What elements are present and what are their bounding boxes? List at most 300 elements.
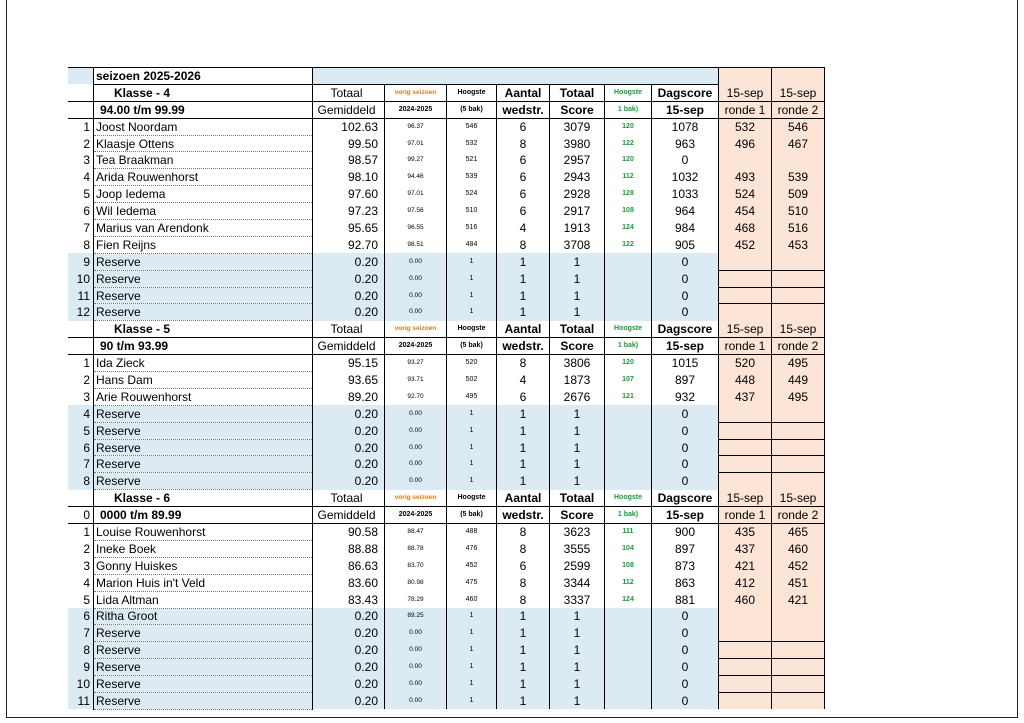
reserve-row — [68, 473, 825, 490]
player-hoogste: 1 — [447, 642, 497, 659]
row-number: 5 — [68, 186, 94, 203]
player-ronde2 — [772, 304, 825, 321]
player-totaal-score: 3980 — [550, 135, 605, 152]
player-dagscore: 897 — [652, 372, 719, 389]
header-gemiddeld: Gemiddeld — [313, 507, 385, 524]
player-ronde2: 452 — [772, 557, 825, 574]
class-range-prefix — [68, 101, 94, 118]
player-dagscore: 0 — [652, 152, 719, 169]
player-dagscore: 932 — [652, 388, 719, 405]
player-vorig-seizoen: 0.00 — [385, 270, 447, 287]
player-dagscore: 984 — [652, 220, 719, 237]
row-number: 1 — [68, 524, 94, 541]
player-hoogste: 520 — [447, 355, 497, 372]
player-aantal: 1 — [497, 253, 550, 270]
player-hoogste: 1 — [447, 676, 497, 693]
player-totaal: 86.63 — [313, 557, 385, 574]
player-row — [68, 135, 825, 152]
player-totaal: 98.10 — [313, 169, 385, 186]
player-ronde1 — [719, 473, 772, 490]
player-name: Reserve — [94, 676, 313, 693]
header-score: Score — [550, 507, 605, 524]
row-number: 5 — [68, 422, 94, 439]
player-vorig-seizoen: 0.00 — [385, 253, 447, 270]
player-hoogste-bak: 111 — [605, 524, 652, 541]
player-hoogste-bak — [605, 676, 652, 693]
player-totaal: 0.20 — [313, 692, 385, 709]
player-totaal-score: 1 — [550, 287, 605, 304]
player-row — [68, 540, 825, 557]
header-r2-date: 15-sep — [772, 490, 825, 507]
player-aantal: 1 — [497, 439, 550, 456]
player-totaal: 89.20 — [313, 388, 385, 405]
player-totaal: 0.20 — [313, 422, 385, 439]
row-number: 2 — [68, 540, 94, 557]
player-totaal-score: 3079 — [550, 118, 605, 135]
player-hoogste: 1 — [447, 405, 497, 422]
row-number: 1 — [68, 355, 94, 372]
player-hoogste-bak: 124 — [605, 220, 652, 237]
player-vorig-seizoen: 0.00 — [385, 405, 447, 422]
player-totaal: 0.20 — [313, 287, 385, 304]
player-aantal: 6 — [497, 388, 550, 405]
player-hoogste-bak — [605, 456, 652, 473]
player-aantal: 1 — [497, 422, 550, 439]
row-number: 2 — [68, 135, 94, 152]
player-ronde1 — [719, 642, 772, 659]
player-vorig-seizoen: 0.00 — [385, 676, 447, 693]
player-ronde2: 495 — [772, 388, 825, 405]
header-season-prev: 2024-2025 — [385, 507, 447, 524]
player-totaal: 90.58 — [313, 524, 385, 541]
row-number: 12 — [68, 304, 94, 321]
class-range-prefix — [68, 338, 94, 355]
header-aantal: Aantal — [497, 84, 550, 101]
player-hoogste: 532 — [447, 135, 497, 152]
header-wedstr: wedstr. — [497, 101, 550, 118]
player-vorig-seizoen: 99.27 — [385, 152, 447, 169]
player-dagscore: 964 — [652, 203, 719, 220]
player-hoogste-bak: 122 — [605, 135, 652, 152]
player-totaal: 88.88 — [313, 540, 385, 557]
player-hoogste-bak — [605, 405, 652, 422]
header-r2-date: 15-sep — [772, 321, 825, 338]
header-score: Score — [550, 101, 605, 118]
player-aantal: 1 — [497, 692, 550, 709]
player-vorig-seizoen: 97.01 — [385, 186, 447, 203]
player-ronde2 — [772, 676, 825, 693]
player-name: Marius van Arendonk — [94, 220, 313, 237]
season-row — [68, 68, 825, 85]
player-hoogste-bak: 122 — [605, 236, 652, 253]
player-totaal: 83.43 — [313, 591, 385, 608]
player-hoogste: 1 — [447, 439, 497, 456]
player-hoogste: 475 — [447, 574, 497, 591]
player-dagscore: 0 — [652, 456, 719, 473]
header-r1-date: 15-sep — [719, 490, 772, 507]
player-aantal: 6 — [497, 152, 550, 169]
player-name: Ritha Groot — [94, 608, 313, 625]
player-dagscore: 900 — [652, 524, 719, 541]
player-totaal: 0.20 — [313, 608, 385, 625]
player-ronde2: 539 — [772, 169, 825, 186]
player-totaal-score: 2676 — [550, 388, 605, 405]
player-hoogste: 1 — [447, 625, 497, 642]
player-vorig-seizoen: 0.00 — [385, 422, 447, 439]
player-totaal: 0.20 — [313, 304, 385, 321]
player-ronde2 — [772, 456, 825, 473]
player-totaal-score: 1 — [550, 405, 605, 422]
reserve-row — [68, 692, 825, 709]
player-ronde2 — [772, 642, 825, 659]
reserve-row — [68, 659, 825, 676]
player-totaal-score: 1 — [550, 456, 605, 473]
row-number: 4 — [68, 574, 94, 591]
class-range: 0000 t/m 89.99 — [94, 507, 313, 524]
player-ronde2 — [772, 270, 825, 287]
header-one-bak: 1 bak) — [605, 101, 652, 118]
header-one-bak: 1 bak) — [605, 507, 652, 524]
header-totaal-score: Totaal — [550, 84, 605, 101]
player-row — [68, 220, 825, 237]
class-range: 90 t/m 93.99 — [94, 338, 313, 355]
player-dagscore: 0 — [652, 608, 719, 625]
player-name: Reserve — [94, 642, 313, 659]
player-row — [68, 591, 825, 608]
player-vorig-seizoen: 0.00 — [385, 642, 447, 659]
row-number: 6 — [68, 203, 94, 220]
player-ronde2 — [772, 625, 825, 642]
player-dagscore: 0 — [652, 304, 719, 321]
header-dagscore: Dagscore — [652, 321, 719, 338]
header-vorig-seizoen: vorig seizoen — [385, 84, 447, 101]
player-ronde1: 412 — [719, 574, 772, 591]
class-num-cell — [68, 84, 94, 101]
player-totaal: 93.65 — [313, 372, 385, 389]
player-totaal: 0.20 — [313, 456, 385, 473]
player-aantal: 6 — [497, 186, 550, 203]
player-hoogste-bak — [605, 304, 652, 321]
player-totaal: 97.23 — [313, 203, 385, 220]
player-dagscore: 0 — [652, 473, 719, 490]
player-ronde2: 449 — [772, 372, 825, 389]
player-vorig-seizoen: 97.56 — [385, 203, 447, 220]
player-hoogste-bak: 128 — [605, 186, 652, 203]
player-totaal: 99.50 — [313, 135, 385, 152]
player-hoogste: 452 — [447, 557, 497, 574]
player-ronde1: 496 — [719, 135, 772, 152]
season-filler — [313, 68, 719, 85]
player-vorig-seizoen: 0.00 — [385, 473, 447, 490]
header-aantal: Aantal — [497, 490, 550, 507]
player-ronde1 — [719, 456, 772, 473]
player-name: Klaasje Ottens — [94, 135, 313, 152]
header-hoogste-bak: Hoogste — [605, 490, 652, 507]
player-totaal-score: 1 — [550, 253, 605, 270]
row-number: 4 — [68, 405, 94, 422]
player-name: Arie Rouwenhorst — [94, 388, 313, 405]
player-hoogste: 1 — [447, 253, 497, 270]
header-score: Score — [550, 338, 605, 355]
class-title: Klasse - 5 — [94, 321, 313, 338]
player-aantal: 6 — [497, 203, 550, 220]
player-hoogste: 516 — [447, 220, 497, 237]
header-r2-date: 15-sep — [772, 84, 825, 101]
player-totaal-score: 3344 — [550, 574, 605, 591]
player-totaal: 0.20 — [313, 659, 385, 676]
header-totaal: Totaal — [313, 84, 385, 101]
player-dagscore: 897 — [652, 540, 719, 557]
player-totaal-score: 2957 — [550, 152, 605, 169]
player-ronde2 — [772, 692, 825, 709]
player-ronde1 — [719, 304, 772, 321]
player-ronde2 — [772, 473, 825, 490]
player-hoogste-bak: 112 — [605, 574, 652, 591]
header-gemiddeld: Gemiddeld — [313, 101, 385, 118]
player-ronde2: 509 — [772, 186, 825, 203]
player-dagscore: 0 — [652, 676, 719, 693]
header-totaal: Totaal — [313, 490, 385, 507]
class-subheader-row — [68, 101, 825, 118]
row-number: 5 — [68, 591, 94, 608]
player-hoogste-bak: 120 — [605, 355, 652, 372]
player-vorig-seizoen: 0.00 — [385, 304, 447, 321]
row-number: 7 — [68, 456, 94, 473]
player-ronde1: 524 — [719, 186, 772, 203]
player-dagscore: 0 — [652, 439, 719, 456]
player-totaal-score: 3623 — [550, 524, 605, 541]
player-aantal: 1 — [497, 676, 550, 693]
row-number: 8 — [68, 642, 94, 659]
player-name: Reserve — [94, 659, 313, 676]
player-ronde2 — [772, 152, 825, 169]
header-bak: (5 bak) — [447, 338, 497, 355]
player-aantal: 6 — [497, 169, 550, 186]
header-wedstr: wedstr. — [497, 338, 550, 355]
player-dagscore: 0 — [652, 405, 719, 422]
player-totaal: 102.63 — [313, 118, 385, 135]
player-name: Reserve — [94, 625, 313, 642]
reserve-row — [68, 676, 825, 693]
player-ronde1: 460 — [719, 591, 772, 608]
player-dagscore: 1078 — [652, 118, 719, 135]
player-ronde2: 453 — [772, 236, 825, 253]
header-ronde1: ronde 1 — [719, 338, 772, 355]
player-hoogste-bak: 104 — [605, 540, 652, 557]
player-hoogste: 1 — [447, 692, 497, 709]
header-vorig-seizoen: vorig seizoen — [385, 490, 447, 507]
player-ronde2 — [772, 422, 825, 439]
reserve-row — [68, 456, 825, 473]
player-dagscore: 0 — [652, 270, 719, 287]
player-aantal: 1 — [497, 608, 550, 625]
player-hoogste: 495 — [447, 388, 497, 405]
player-hoogste-bak: 108 — [605, 203, 652, 220]
player-totaal-score: 3806 — [550, 355, 605, 372]
header-ronde1: ronde 1 — [719, 101, 772, 118]
player-totaal: 0.20 — [313, 642, 385, 659]
player-name: Lida Altman — [94, 591, 313, 608]
row-number: 1 — [68, 118, 94, 135]
player-totaal-score: 2943 — [550, 169, 605, 186]
player-hoogste-bak — [605, 473, 652, 490]
player-totaal-score: 1 — [550, 676, 605, 693]
player-vorig-seizoen: 94.46 — [385, 169, 447, 186]
class-num-cell — [68, 490, 94, 507]
player-aantal: 8 — [497, 574, 550, 591]
player-ronde1 — [719, 270, 772, 287]
class-header-row — [68, 490, 825, 507]
player-totaal-score: 1 — [550, 270, 605, 287]
player-vorig-seizoen: 0.00 — [385, 692, 447, 709]
player-hoogste-bak: 120 — [605, 118, 652, 135]
row-number: 6 — [68, 439, 94, 456]
player-dagscore: 1032 — [652, 169, 719, 186]
class-title: Klasse - 4 — [94, 84, 313, 101]
player-vorig-seizoen: 0.00 — [385, 625, 447, 642]
player-ronde2 — [772, 253, 825, 270]
class-subheader-row — [68, 507, 825, 524]
player-name: Reserve — [94, 473, 313, 490]
class-subheader-row — [68, 338, 825, 355]
header-bak: (5 bak) — [447, 101, 497, 118]
header-dagscore: Dagscore — [652, 84, 719, 101]
player-name: Ineke Boek — [94, 540, 313, 557]
player-row — [68, 355, 825, 372]
player-name: Gonny Huiskes — [94, 557, 313, 574]
header-hoogste: Hoogste — [447, 84, 497, 101]
player-totaal-score: 1 — [550, 422, 605, 439]
player-totaal: 0.20 — [313, 625, 385, 642]
player-totaal: 92.70 — [313, 236, 385, 253]
player-hoogste-bak — [605, 659, 652, 676]
player-vorig-seizoen: 96.55 — [385, 220, 447, 237]
player-ronde2: 516 — [772, 220, 825, 237]
row-number: 9 — [68, 253, 94, 270]
player-hoogste-bak — [605, 642, 652, 659]
player-hoogste-bak: 121 — [605, 388, 652, 405]
row-number: 10 — [68, 676, 94, 693]
player-totaal-score: 2917 — [550, 203, 605, 220]
header-totaal: Totaal — [313, 321, 385, 338]
player-aantal: 8 — [497, 355, 550, 372]
player-hoogste-bak: 120 — [605, 152, 652, 169]
player-aantal: 1 — [497, 456, 550, 473]
row-number: 7 — [68, 220, 94, 237]
player-hoogste: 484 — [447, 236, 497, 253]
player-name: Reserve — [94, 405, 313, 422]
header-ronde2: ronde 2 — [772, 338, 825, 355]
player-aantal: 8 — [497, 135, 550, 152]
player-vorig-seizoen: 88.47 — [385, 524, 447, 541]
player-ronde2 — [772, 287, 825, 304]
class-range: 94.00 t/m 99.99 — [94, 101, 313, 118]
header-hoogste-bak: Hoogste — [605, 84, 652, 101]
header-dagscore: Dagscore — [652, 490, 719, 507]
header-season-prev: 2024-2025 — [385, 101, 447, 118]
row-number: 11 — [68, 692, 94, 709]
row-number: 7 — [68, 625, 94, 642]
player-totaal: 0.20 — [313, 405, 385, 422]
player-hoogste: 1 — [447, 304, 497, 321]
player-aantal: 1 — [497, 304, 550, 321]
player-dagscore: 0 — [652, 253, 719, 270]
header-totaal-score: Totaal — [550, 321, 605, 338]
player-ronde1: 437 — [719, 540, 772, 557]
header-totaal-score: Totaal — [550, 490, 605, 507]
header-ronde2: ronde 2 — [772, 507, 825, 524]
reserve-row — [68, 642, 825, 659]
player-hoogste-bak — [605, 608, 652, 625]
player-totaal-score: 1913 — [550, 220, 605, 237]
player-totaal: 97.60 — [313, 186, 385, 203]
player-vorig-seizoen: 0.00 — [385, 659, 447, 676]
header-r1-date: 15-sep — [719, 84, 772, 101]
player-aantal: 1 — [497, 659, 550, 676]
player-ronde1: 468 — [719, 220, 772, 237]
player-totaal: 83.60 — [313, 574, 385, 591]
player-ronde2 — [772, 608, 825, 625]
standings-sheet — [68, 67, 825, 710]
player-totaal-score: 3708 — [550, 236, 605, 253]
header-one-bak: 1 bak) — [605, 338, 652, 355]
row-number: 3 — [68, 152, 94, 169]
player-hoogste: 476 — [447, 540, 497, 557]
player-name: Arida Rouwenhorst — [94, 169, 313, 186]
season-num-cell — [68, 68, 94, 85]
player-ronde2: 495 — [772, 355, 825, 372]
player-dagscore: 1015 — [652, 355, 719, 372]
player-hoogste: 1 — [447, 473, 497, 490]
reserve-row — [68, 422, 825, 439]
player-name: Marion Huis in't Veld — [94, 574, 313, 591]
player-totaal-score: 1873 — [550, 372, 605, 389]
player-totaal-score: 1 — [550, 625, 605, 642]
player-ronde1 — [719, 287, 772, 304]
player-totaal: 0.20 — [313, 253, 385, 270]
header-hoogste-bak: Hoogste — [605, 321, 652, 338]
player-vorig-seizoen: 92.70 — [385, 388, 447, 405]
player-hoogste: 1 — [447, 422, 497, 439]
player-row — [68, 388, 825, 405]
player-dagscore: 863 — [652, 574, 719, 591]
row-number: 2 — [68, 372, 94, 389]
player-totaal: 0.20 — [313, 473, 385, 490]
player-aantal: 8 — [497, 591, 550, 608]
player-name: Reserve — [94, 439, 313, 456]
row-number: 11 — [68, 287, 94, 304]
player-row — [68, 236, 825, 253]
player-ronde1 — [719, 253, 772, 270]
player-row — [68, 524, 825, 541]
player-totaal-score: 1 — [550, 659, 605, 676]
player-hoogste-bak — [605, 439, 652, 456]
class-header-row — [68, 84, 825, 101]
row-number: 8 — [68, 236, 94, 253]
header-aantal: Aantal — [497, 321, 550, 338]
player-hoogste-bak: 112 — [605, 169, 652, 186]
player-dagscore: 0 — [652, 422, 719, 439]
player-ronde1 — [719, 659, 772, 676]
player-row — [68, 372, 825, 389]
player-hoogste: 510 — [447, 203, 497, 220]
player-aantal: 8 — [497, 524, 550, 541]
player-hoogste: 1 — [447, 270, 497, 287]
player-vorig-seizoen: 88.78 — [385, 540, 447, 557]
player-hoogste-bak — [605, 287, 652, 304]
player-hoogste: 1 — [447, 287, 497, 304]
player-name: Reserve — [94, 304, 313, 321]
